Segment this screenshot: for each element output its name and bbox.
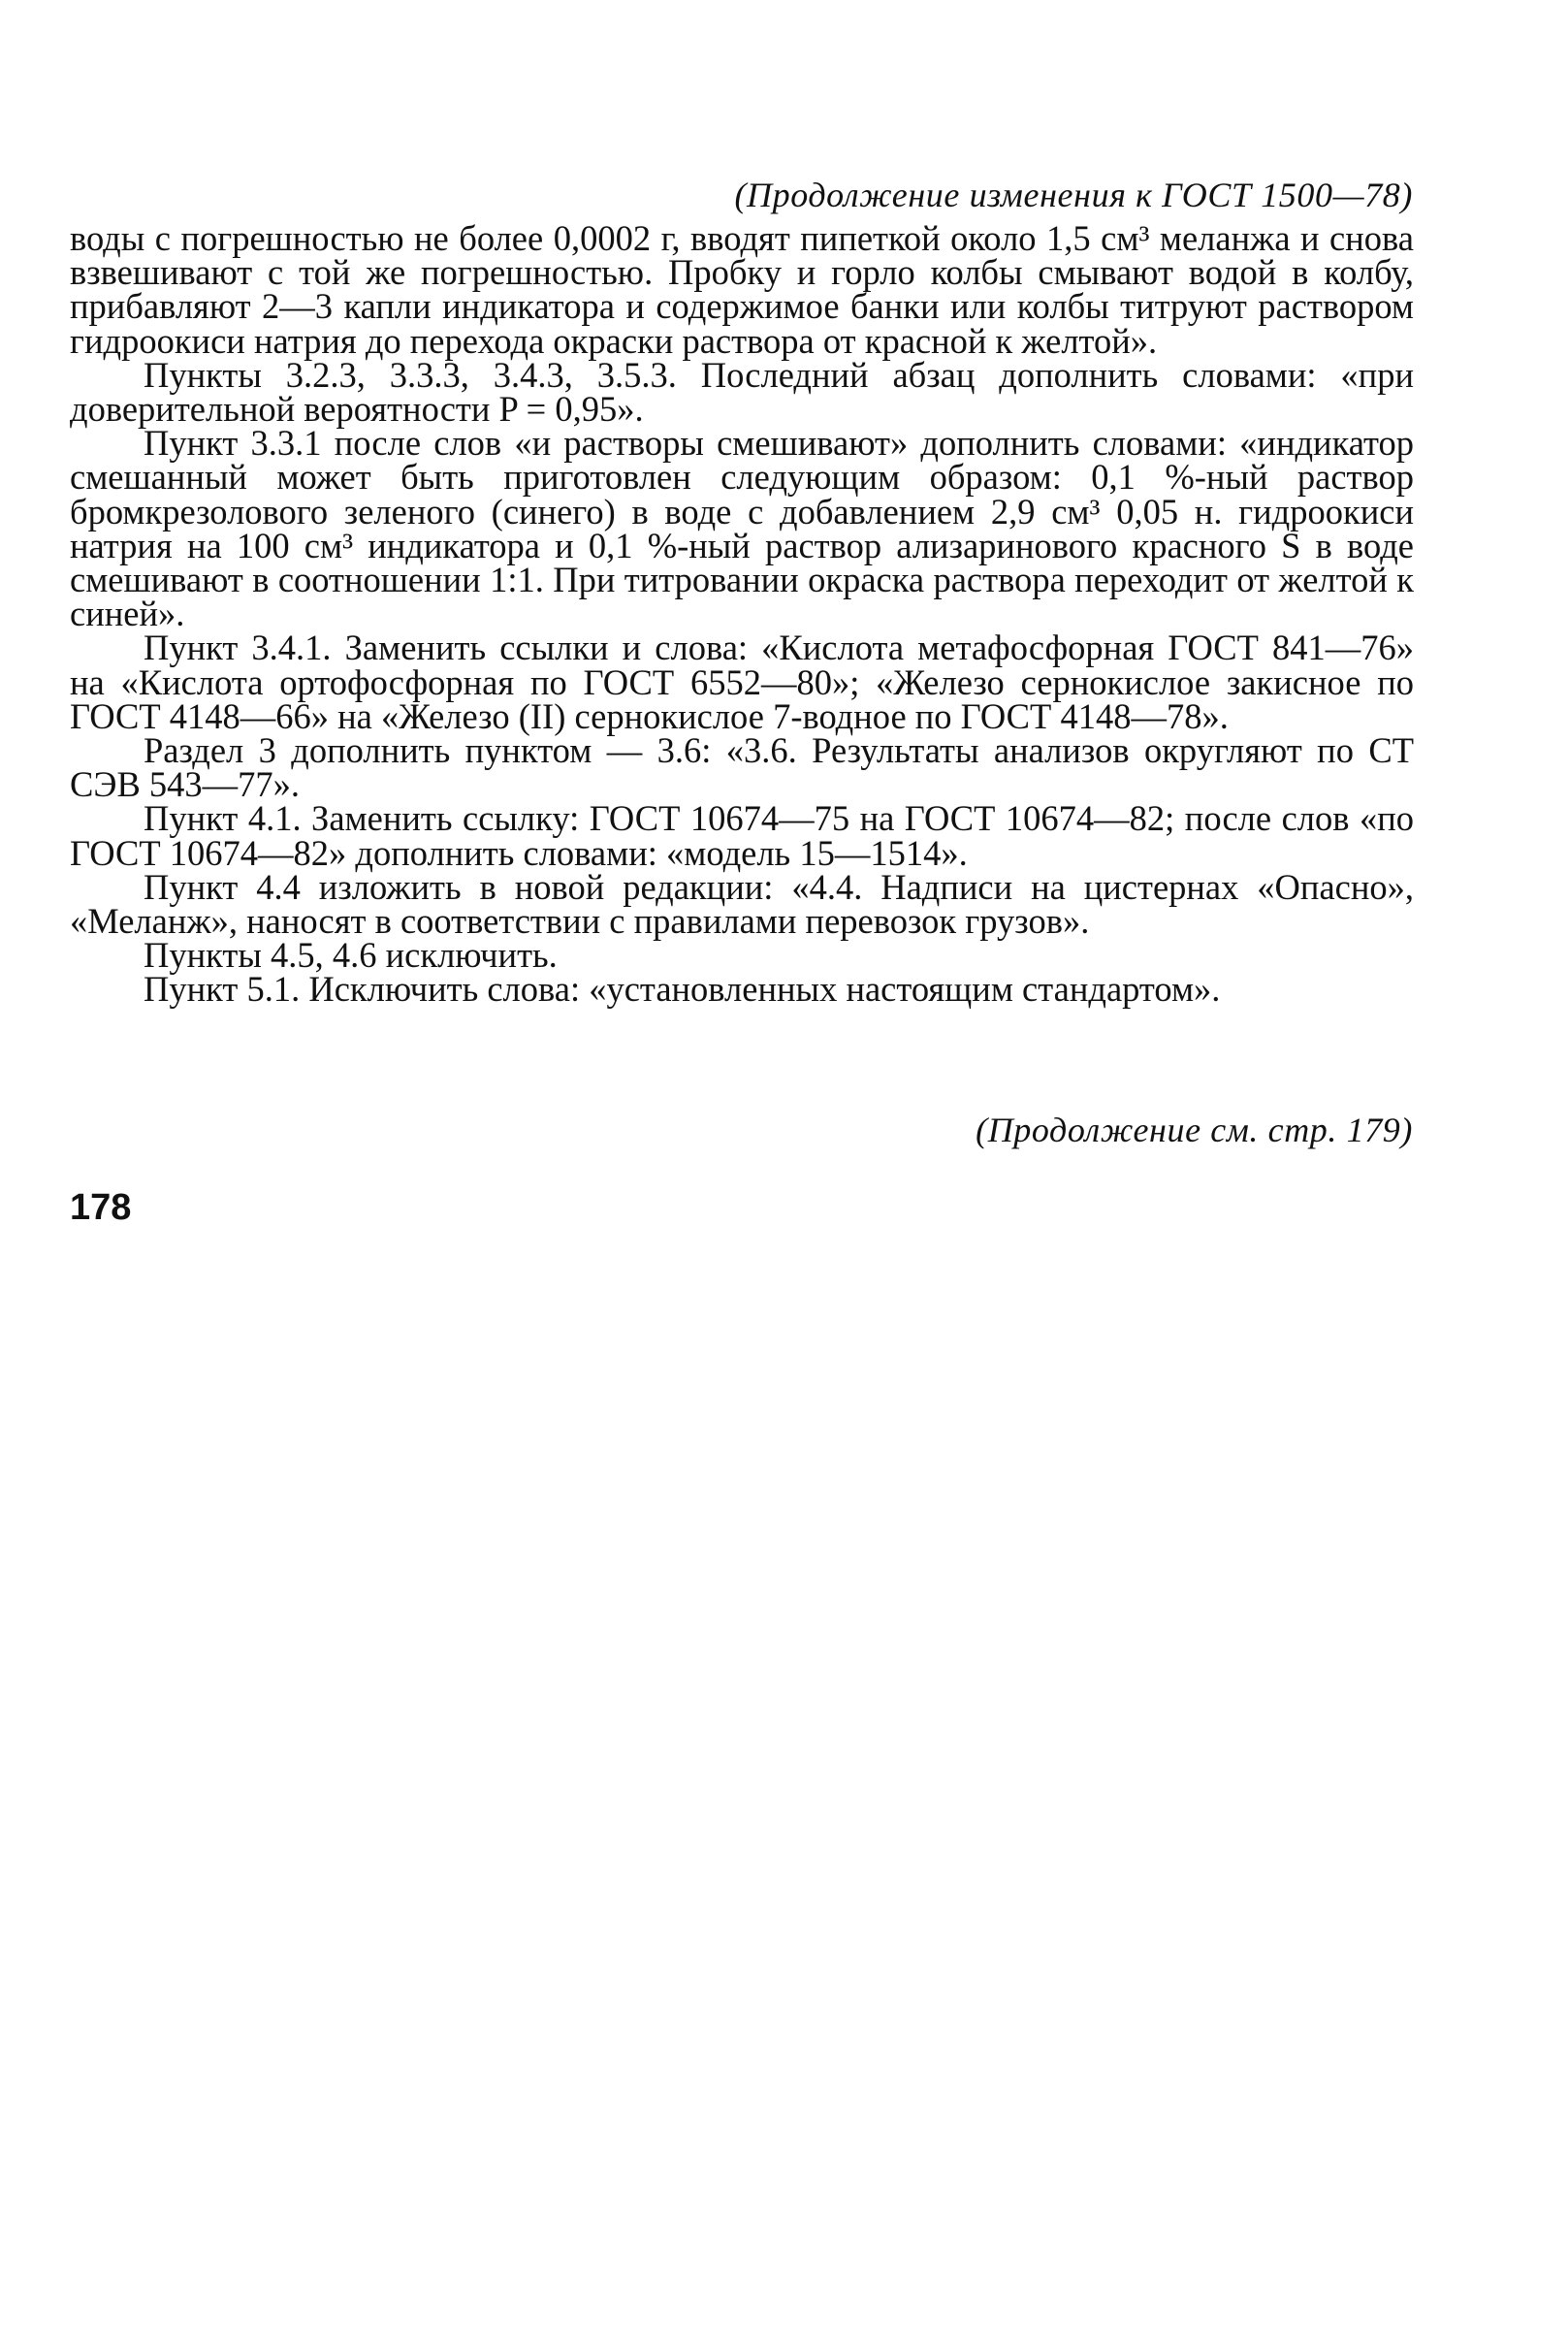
paragraph: Пункт 4.1. Заменить ссылку: ГОСТ 10674—75 на ГОСТ 10674—82; после слов «по ГОСТ 10674—82» дополнить словами: «модель 15—1514».: [70, 798, 1414, 873]
running-head: (Продолжение изменения к ГОСТ 1500—78): [734, 176, 1413, 214]
paragraph: Раздел 3 дополнить пунктом — 3.6: «3.6. Результаты анализов округляют по СТ СЭВ 543—77».: [70, 730, 1414, 805]
paragraph: воды с погрешностью не более 0,0002 г, вводят пипеткой около 1,5 см³ меланжа и снова взвешивают с той же погрешностью. Пробку и горло колбы смывают водой в колбу, прибавляют 2—3 капли индикатора и содержимое банки или колбы титруют раствором гидроокиси натрия до перехода окраски раствора от красной к желтой».: [70, 218, 1414, 361]
paragraph: Пункты 4.5, 4.6 исключить.: [144, 935, 558, 976]
paragraph: Пункт 4.4 изложить в новой редакции: «4.4. Надписи на цистернах «Опасно», «Меланж», наносят в соответствии с правилами перевозок грузов».: [70, 866, 1414, 942]
body-text: [70, 218, 1414, 1010]
continuation-note: (Продолжение см. стр. 179): [976, 1111, 1413, 1149]
paragraph: Пункты 3.2.3, 3.3.3, 3.4.3, 3.5.3. Последний абзац дополнить словами: «при доверительной вероятности P = 0,95».: [70, 354, 1414, 430]
page-number: 178: [70, 1187, 132, 1228]
paragraph: Пункт 3.4.1. Заменить ссылки и слова: «Кислота метафосфорная ГОСТ 841—76» на «Кислота ортофосфорная по ГОСТ 6552—80»; «Железо сернокислое закисное по ГОСТ 4148—66» на «Железо (II) сернокислое 7-водное по ГОСТ 4148—78».: [70, 628, 1414, 736]
paragraph: Пункт 5.1. Исключить слова: «установленных настоящим стандартом».: [144, 969, 1221, 1010]
paragraph: Пункт 3.3.1 после слов «и растворы смешивают» дополнить словами: «индикатор смешанный может быть приготовлен следующим образом: 0,1 %-ный раствор бромкрезолового зеленого (синего) в воде с добавлением 2,9 см³ 0,05 н. гидроокиси натрия на 100 см³ индикатора и 0,1 %-ный раствор ализаринового красного S в воде смешивают в соотношении 1:1. При титровании окраска раствора переходит от желтой к синей».: [70, 423, 1414, 634]
